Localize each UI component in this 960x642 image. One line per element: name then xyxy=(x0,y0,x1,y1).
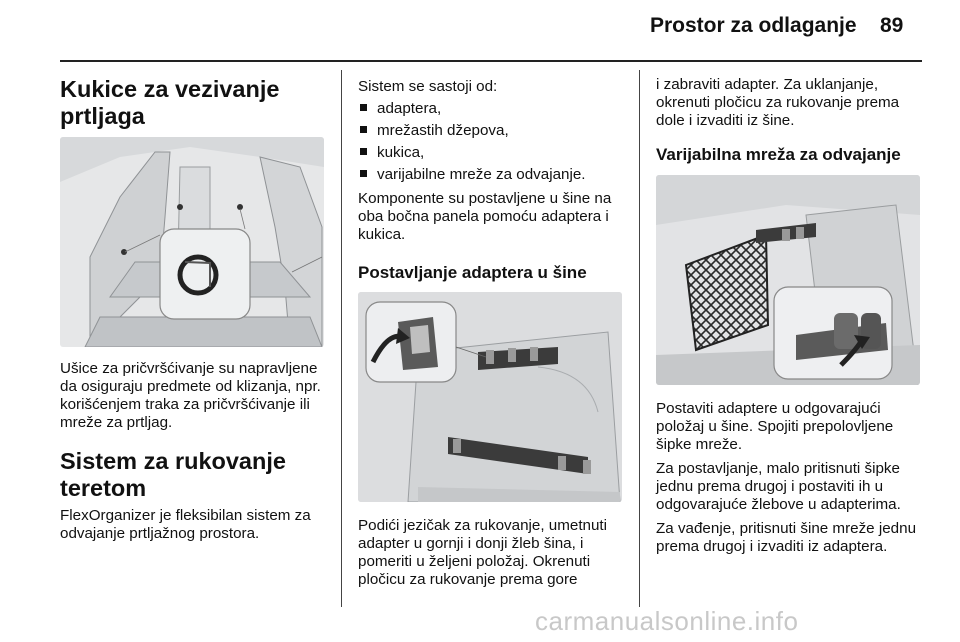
list-item xyxy=(358,98,626,120)
paragraph-net-install: Za postavljanje, malo pritisnuti šipke jednu prema drugoj i postaviti ih u odgovarajuće žlebove u adapterima. xyxy=(656,460,901,513)
list-item-label: adaptera, xyxy=(377,100,442,117)
caption-tie-down-eyes: Ušice za pričvršćivanje su napravljene da osiguraju predmete od klizanja, npr. korišćenjem traka za pričvršćivanje ili mreže za prtljag. xyxy=(60,360,321,431)
list-item-label: varijabilne mreže za odvajanje. xyxy=(377,166,586,183)
column-3 xyxy=(656,76,926,166)
bullet-icon xyxy=(360,126,367,133)
bullet-icon xyxy=(360,148,367,155)
list-item xyxy=(358,120,626,142)
system-intro: Sistem se sastoji od: xyxy=(358,78,498,95)
illustration-tie-down-eye xyxy=(60,137,324,347)
page-header-title: Prostor za odlaganje xyxy=(650,14,857,37)
column-divider-2 xyxy=(639,70,640,607)
bullet-icon xyxy=(360,170,367,177)
bullet-icon xyxy=(360,104,367,111)
illustration-adapter-rails xyxy=(358,292,622,502)
page-number: 89 xyxy=(880,14,904,37)
illustration-partition-net xyxy=(656,175,920,385)
column-2-caption xyxy=(358,517,628,589)
column-1-body xyxy=(60,360,328,543)
section-heading-variable-net: Varijabilna mreža za odvajanje xyxy=(656,145,901,164)
column-2 xyxy=(358,76,626,284)
list-item xyxy=(358,164,626,186)
section-heading-load-management: Sistem za rukovanje teretom xyxy=(60,448,286,501)
paragraph-flexorganizer: FlexOrganizer je fleksibilan sistem za odvajanje prtljažnog prostora. xyxy=(60,507,311,542)
section-heading-adapter-install: Postavljanje adaptera u šine xyxy=(358,263,587,282)
paragraph-net-remove: Za vađenje, pritisnuti šine mreže jednu prema drugoj i izvaditi iz adaptera. xyxy=(656,520,917,555)
list-item xyxy=(358,142,626,164)
column-1 xyxy=(60,76,328,130)
paragraph-components: Komponente su postavljene u šine na oba bočna panela pomoću adaptera i kukica. xyxy=(358,190,612,243)
column-divider-1 xyxy=(341,70,342,607)
caption-adapter-install: Podići jezičak za rukovanje, umetnuti adapter u gornji i donji žleb šina, i pomeriti u željeni položaj. Okrenuti pločicu za rukovanje prema gore xyxy=(358,517,608,588)
header-rule xyxy=(60,60,922,62)
section-heading-tie-down-eyes: Kukice za vezivanje prtljaga xyxy=(60,76,280,129)
watermark: carmanualsonline.info xyxy=(535,606,799,636)
paragraph-lock-adapter: i zabraviti adapter. Za uklanjanje, okrenuti pločicu za rukovanje prema dole i izvaditi iz šine. xyxy=(656,76,900,129)
column-3-body xyxy=(656,400,926,556)
component-list xyxy=(358,98,626,186)
paragraph-net-setup: Postaviti adaptere u odgovarajući položaj u šine. Spojiti prepolovljene šipke mreže. xyxy=(656,400,894,453)
list-item-label: mrežastih džepova, xyxy=(377,122,509,139)
list-item-label: kukica, xyxy=(377,144,425,161)
